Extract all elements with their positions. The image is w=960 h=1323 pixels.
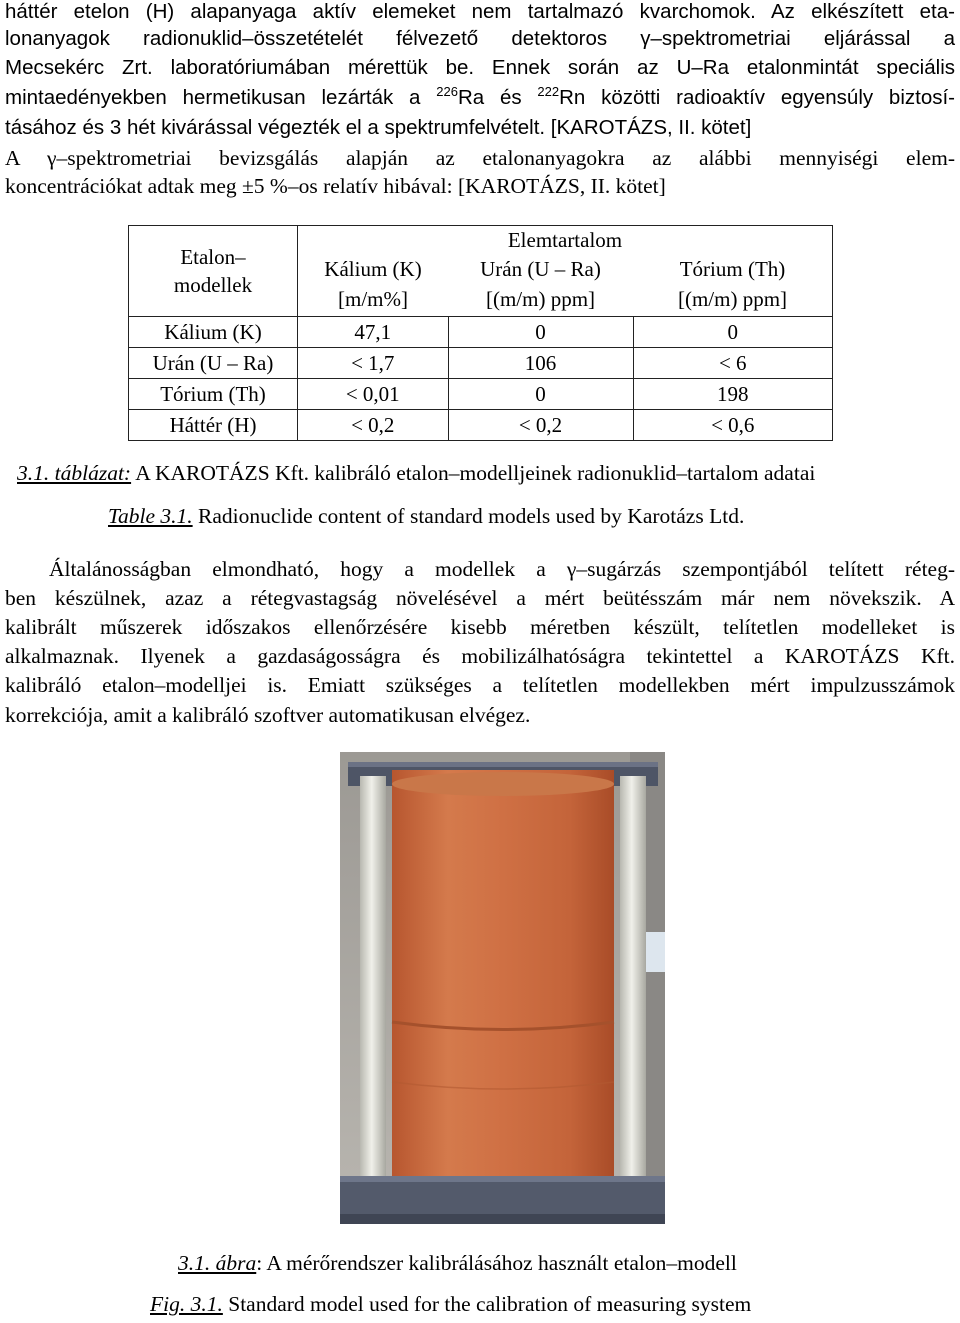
caption-text: A KAROTÁZS Kft. kalibráló etalon–modelljeinek radionuklid–tartalom adatai — [131, 461, 816, 485]
paragraph-3-line-1: Általánosságban elmondható, hogy a modellek a γ–sugárzás szempontjából telített réteg- — [49, 557, 955, 581]
text-fragment: mintaedényekben hermetikusan lezárták a — [5, 86, 437, 109]
paragraph-1-line-5: tásához és 3 hét kivárással végezték el a spektrumfelvételt. [KAROTÁZS, II. kötet] — [5, 116, 752, 139]
column-name: Tórium (Th) — [679, 257, 786, 281]
radionuclide-table — [128, 225, 833, 441]
paragraph-1-line-3: Mecsekérc Zrt. laboratóriumában mérettük be. Ennek során az U–Ra etalonmintát speciális — [5, 56, 955, 79]
row-label: Tórium (Th) — [129, 379, 298, 410]
table-cell: 198 — [633, 379, 833, 410]
left-rod — [360, 776, 386, 1196]
caption-label: Fig. 3.1. — [150, 1292, 223, 1316]
table-cell: 0 — [448, 379, 633, 410]
paragraph-2-line-2: koncentrációkat adtak meg ±5 %–os relatív hibával: [KAROTÁZS, II. kötet] — [5, 174, 666, 198]
row-label: Urán (U – Ra) — [129, 348, 298, 379]
column-header-potassium — [298, 254, 449, 317]
text-fragment: Ra és — [457, 86, 538, 109]
column-header-thorium — [633, 254, 833, 317]
table-cell: 47,1 — [298, 317, 449, 348]
row-label: Kálium (K) — [129, 317, 298, 348]
paragraph-3-line-6: korrekciója, amit a kalibráló szoftver automatikusan elvégez. — [5, 703, 531, 727]
table-row — [129, 379, 833, 410]
row-label: Háttér (H) — [129, 410, 298, 441]
paragraph-1-line-4 — [5, 86, 955, 110]
paragraph-3-line-4: alkalmaznak. Ilyenek a gazdaságosságra és mobilizálhatóságra tekintettel a KAROTÁZS Kft. — [5, 644, 955, 668]
paragraph-2-line-1: A γ–spektrometriai bevizsgálás alapján az etalonanyagokra az alábbi mennyiségi elem- — [5, 146, 955, 170]
paragraph-3-line-3: kalibrált műszerek időszakos ellenőrzésére kisebb méretben készült, telítetlen modelleket is — [5, 615, 955, 639]
paragraph-3-line-5: kalibráló etalon–modelljei is. Emiatt szükséges a telítetlen modellekben mért impulzusszámok — [5, 673, 955, 697]
table-cell: < 0,2 — [298, 410, 449, 441]
table-row — [129, 410, 833, 441]
table-cell: < 0,6 — [633, 410, 833, 441]
standard-model-illustration — [340, 752, 665, 1224]
superscript: 222 — [537, 84, 560, 99]
caption-label: 3.1. ábra — [178, 1251, 257, 1275]
column-unit: [(m/m) ppm] — [485, 287, 596, 311]
table-row — [129, 348, 833, 379]
table-cell: < 6 — [633, 348, 833, 379]
corner-header — [129, 226, 298, 317]
column-name: Kálium (K) — [324, 257, 422, 281]
table-cell: 106 — [448, 348, 633, 379]
standard-model-photo — [340, 752, 665, 1224]
table-caption-hungarian — [17, 461, 815, 486]
group-header: Elemtartalom — [298, 226, 833, 255]
caption-label: 3.1. táblázat: — [17, 461, 132, 485]
column-unit: [m/m%] — [338, 287, 408, 311]
table-cell: < 1,7 — [298, 348, 449, 379]
column-name: Urán (U – Ra) — [480, 257, 601, 281]
table-cell: < 0,01 — [298, 379, 449, 410]
table-cell: < 0,2 — [448, 410, 633, 441]
orange-cylinder — [392, 770, 614, 1190]
caption-text: Standard model used for the calibration of measuring system — [222, 1292, 752, 1316]
figure-caption-hungarian — [178, 1251, 737, 1276]
figure-caption-english — [150, 1292, 751, 1317]
column-unit: [(m/m) ppm] — [677, 287, 788, 311]
column-header-uranium — [448, 254, 633, 317]
caption-text: : A mérőrendszer kalibrálásához használt etalon–modell — [256, 1251, 737, 1275]
right-rod — [620, 776, 646, 1196]
caption-text: Radionuclide content of standard models used by Karotázs Ltd. — [192, 504, 745, 528]
table-row — [129, 317, 833, 348]
paragraph-3-line-2: ben készülnek, azaz a rétegvastagság növelésével a mért beütésszám már nem növekszik. A — [5, 586, 955, 610]
paragraph-1-line-2: lonanyagok radionuklid–összetételét félvezető detektoros γ–spektrometriai eljárással a — [5, 27, 955, 50]
caption-label: Table 3.1. — [108, 504, 193, 528]
text-fragment: Rn közötti radioaktív egyensúly biztosí- — [559, 86, 955, 109]
table-caption-english — [108, 504, 744, 529]
table-cell: 0 — [633, 317, 833, 348]
corner-header-line-2: modellek — [173, 273, 253, 297]
paragraph-1-line-1: háttér etelon (H) alapanyaga aktív elemeket nem tartalmazó kvarchomok. Az elkészített eta- — [5, 0, 955, 23]
table-cell: 0 — [448, 317, 633, 348]
corner-header-line-1: Etalon– — [180, 245, 246, 269]
superscript: 226 — [436, 84, 458, 99]
